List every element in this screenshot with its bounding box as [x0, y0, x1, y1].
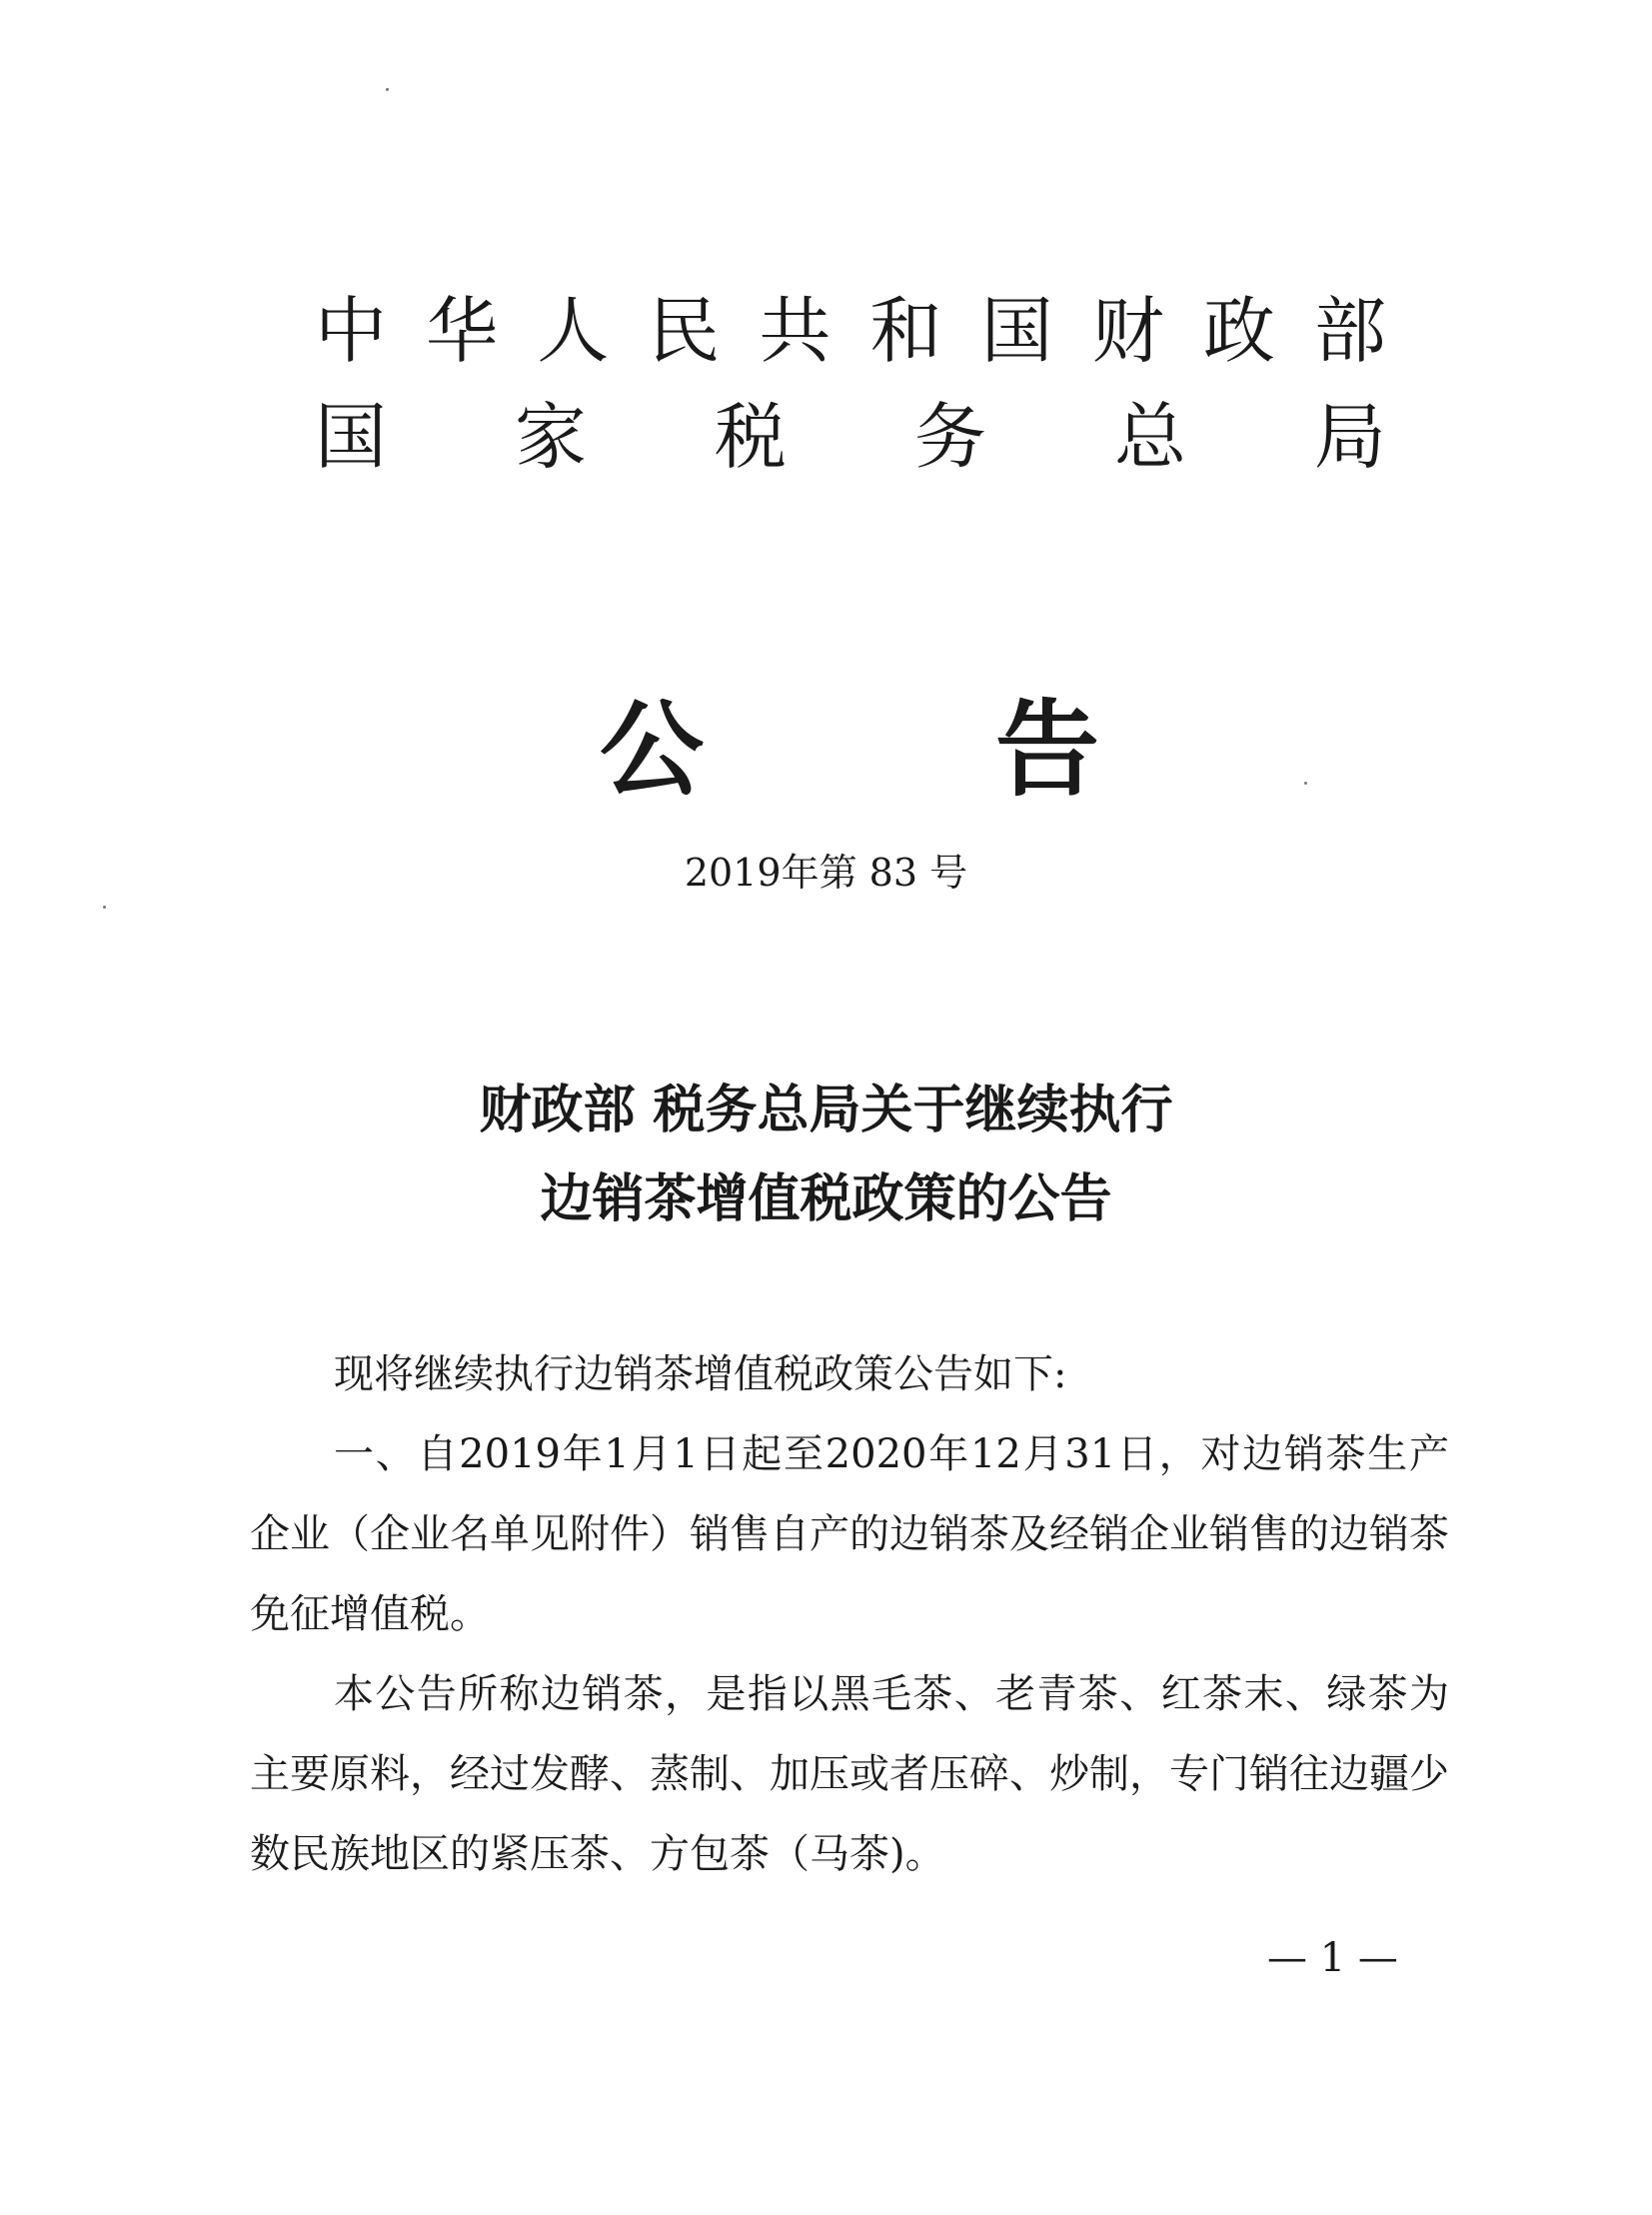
- document-type-heading: [600, 690, 1099, 810]
- doc-type-char: 告: [994, 688, 1099, 811]
- issuer-char: 国: [980, 289, 1053, 373]
- issuer-char: 财: [1091, 289, 1164, 373]
- issuer-char: 部: [1313, 289, 1386, 373]
- doc-type-char: 公: [600, 688, 705, 811]
- issuer-char: 人: [537, 289, 610, 373]
- scan-speck: [386, 88, 389, 91]
- body-paragraph: 一、自2019年1月1日起至2020年12月31日，对边销茶生产企业（企业名单见附件）销售自产的边销茶及经销企业销售的边销茶免征增值税。: [250, 1431, 1449, 1637]
- issuer-char: 民: [648, 289, 721, 373]
- issuer-char: 务: [913, 395, 986, 479]
- body-paragraph: 本公告所称边销茶，是指以黑毛茶、老青茶、红茶末、绿茶为主要原料，经过发酵、蒸制、加压或者压碎、炒制，专门销往边疆少数民族地区的紧压茶、方包茶（马茶)。: [250, 1671, 1449, 1877]
- issuer-char: 家: [514, 395, 587, 479]
- issuer-line-ministry-of-finance: [315, 286, 1386, 376]
- document-body: [250, 1334, 1449, 1894]
- issuer-char: 共: [759, 289, 831, 373]
- page-number: — 1 —: [1267, 1935, 1398, 1981]
- issuer-char: 华: [426, 289, 499, 373]
- scan-speck: [1304, 782, 1307, 785]
- issuer-char: 政: [1202, 289, 1275, 373]
- document-title-line-2: 边销茶增值税政策的公告: [540, 1169, 1112, 1229]
- issuer-line-state-taxation-administration: [315, 392, 1386, 482]
- issuer-char: 和: [869, 289, 942, 373]
- scan-speck: [103, 906, 106, 909]
- issuer-char: 局: [1313, 395, 1386, 479]
- document-number: 2019年第 83 号: [684, 851, 968, 895]
- body-paragraph: 现将继续执行边销茶增值税政策公告如下:: [334, 1351, 1067, 1397]
- issuer-char: 国: [315, 395, 388, 479]
- issuer-char: 中: [315, 289, 388, 373]
- document-title-line-1: 财政部 税务总局关于继续执行: [479, 1081, 1173, 1140]
- issuer-char: 总: [1113, 395, 1186, 479]
- issuer-char: 税: [714, 395, 787, 479]
